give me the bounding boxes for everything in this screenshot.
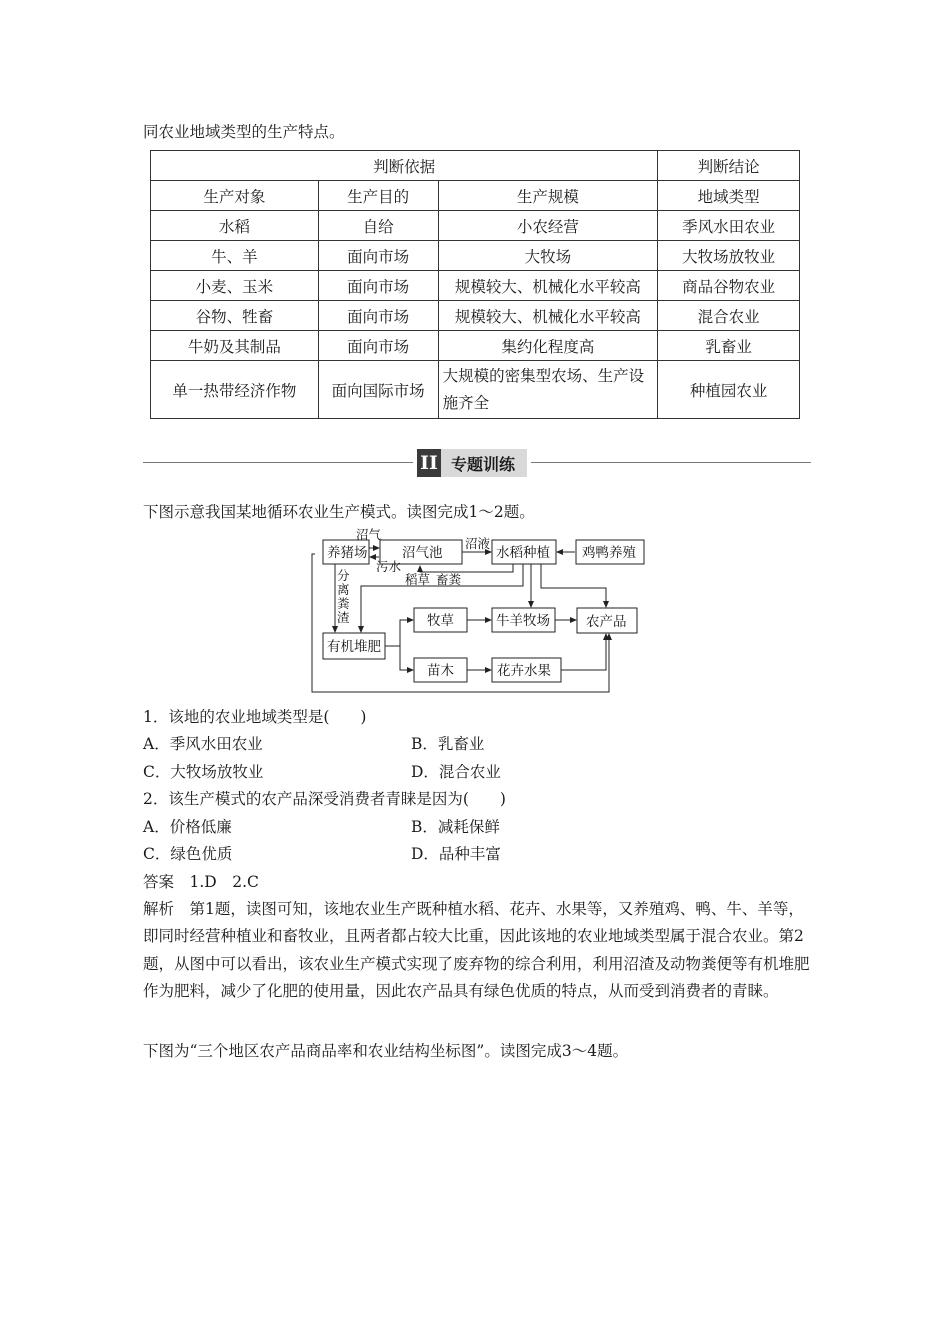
table-cell: 牛、羊 (151, 241, 319, 271)
table-cell: 单一热带经济作物 (151, 361, 319, 419)
question-intro-2: 下图为“三个地区农产品商品率和农业结构坐标图”。读图完成3～4题。 (143, 1042, 629, 1060)
node-poultry: 鸡鸭养殖 (582, 545, 636, 561)
node-pig-farm: 养猪场 (327, 545, 368, 561)
circular-agriculture-diagram (305, 528, 670, 696)
arrow-line (385, 620, 413, 646)
table-cell: 面向市场 (318, 271, 438, 301)
q1-option-a: A．季风水田农业 (143, 735, 263, 753)
analysis-paragraph: 解析 第1题，读图可知，该地农业生产既种植水稻、花卉、水果等，又养殖鸡、鸭、牛、羊等，即同时经营种植业和畜牧业，且两者都占较大比重，因此该地的农业地域类型属于混合农业。第2题，从图中可以看出，该农业生产模式实现了废弃物的综合利用，利用沼渣及动物粪便等有机堆肥作为肥料，减少了化肥的使用量，因此农产品具有绿色优质的特点，从而受到消费者的青睐。 (143, 900, 810, 1001)
table-row (151, 241, 800, 271)
q2-stem: 2．该生产模式的农产品深受消费者青睐是因为( ) (143, 790, 506, 808)
table-cell: 乳畜业 (658, 331, 800, 361)
arrow-line (400, 646, 413, 670)
q2-option-d: D．品种丰富 (411, 845, 501, 863)
table-row (151, 271, 800, 301)
label-separation-char: 粪 (337, 596, 350, 611)
arrow-line (561, 634, 606, 670)
node-rice: 水稻种植 (496, 545, 550, 561)
table-group-header-basis: 判断依据 (151, 151, 658, 181)
table-cell: 面向国际市场 (318, 361, 438, 419)
q1-option-d: D．混合农业 (411, 763, 501, 781)
table-cell: 集约化程度高 (438, 331, 658, 361)
table-cell: 规模较大、机械化水平较高 (438, 301, 658, 331)
table-cell: 季风水田农业 (658, 211, 800, 241)
label-separation-char: 渣 (337, 610, 350, 625)
q2-option-c: C．绿色优质 (143, 845, 233, 863)
q2-option-b: B．减耗保鲜 (411, 818, 500, 836)
node-compost: 有机堆肥 (327, 639, 381, 655)
table-cell: 规模较大、机械化水平较高 (438, 271, 658, 301)
node-cattle: 牛羊牧场 (496, 613, 550, 629)
section-banner (143, 446, 811, 480)
label-manure: 畜粪 (436, 572, 462, 587)
arrow-line (420, 564, 513, 572)
answer-line: 答案 1.D 2.C (143, 873, 259, 891)
table-row (151, 331, 800, 361)
table-cell: 大规模的密集型农场、生产设施齐全 (438, 361, 658, 419)
judgment-table (150, 150, 800, 419)
table-cell: 小麦、玉米 (151, 271, 319, 301)
table-cell: 小农经营 (438, 211, 658, 241)
question-intro-1: 下图示意我国某地循环农业生产模式。读图完成1～2题。 (143, 503, 535, 521)
table-cell: 面向市场 (318, 241, 438, 271)
label-straw: 稻草 (405, 572, 431, 587)
q2-option-a: A．价格低廉 (143, 818, 232, 836)
node-products: 农产品 (586, 614, 627, 630)
intro-line: 同农业地域类型的生产特点。 (143, 123, 345, 141)
q1-option-b: B．乳畜业 (411, 735, 485, 753)
table-cell: 商品谷物农业 (658, 271, 800, 301)
label-slurry: 沼液 (465, 536, 491, 551)
arrow-line (541, 564, 606, 607)
table-group-header-row (151, 151, 800, 181)
node-biogas-pool: 沼气池 (402, 545, 443, 561)
banner-numeral: II (417, 449, 441, 477)
node-flowers-fruit: 花卉水果 (497, 663, 551, 679)
label-biogas: 沼气 (356, 528, 382, 542)
table-header-cell: 生产目的 (318, 181, 438, 211)
table-cell: 面向市场 (318, 301, 438, 331)
table-group-header-conclusion: 判断结论 (658, 151, 800, 181)
label-separation-char: 离 (337, 582, 350, 597)
table-header-cell: 地域类型 (658, 181, 800, 211)
table-cell: 牛奶及其制品 (151, 331, 319, 361)
q1-option-c: C．大牧场放牧业 (143, 763, 264, 781)
banner-title: 专题训练 (441, 449, 527, 477)
table-cell: 大牧场 (438, 241, 658, 271)
table-cell: 种植园农业 (658, 361, 800, 419)
table-cell: 谷物、牲畜 (151, 301, 319, 331)
label-separation-char: 分 (337, 568, 350, 583)
q1-stem: 1．该地的农业地域类型是( ) (143, 708, 367, 726)
banner-box (413, 449, 531, 477)
node-forage: 牧草 (427, 613, 454, 629)
table-cell: 自给 (318, 211, 438, 241)
table-header-row (151, 181, 800, 211)
table-header-cell: 生产规模 (438, 181, 658, 211)
table-header-cell: 生产对象 (151, 181, 319, 211)
table-cell: 混合农业 (658, 301, 800, 331)
table-row (151, 361, 800, 419)
table-cell: 大牧场放牧业 (658, 241, 800, 271)
node-seedlings: 苗木 (427, 663, 454, 679)
table-cell: 面向市场 (318, 331, 438, 361)
table-cell: 水稻 (151, 211, 319, 241)
table-row (151, 301, 800, 331)
label-sewage: 污水 (376, 559, 402, 574)
table-row (151, 211, 800, 241)
